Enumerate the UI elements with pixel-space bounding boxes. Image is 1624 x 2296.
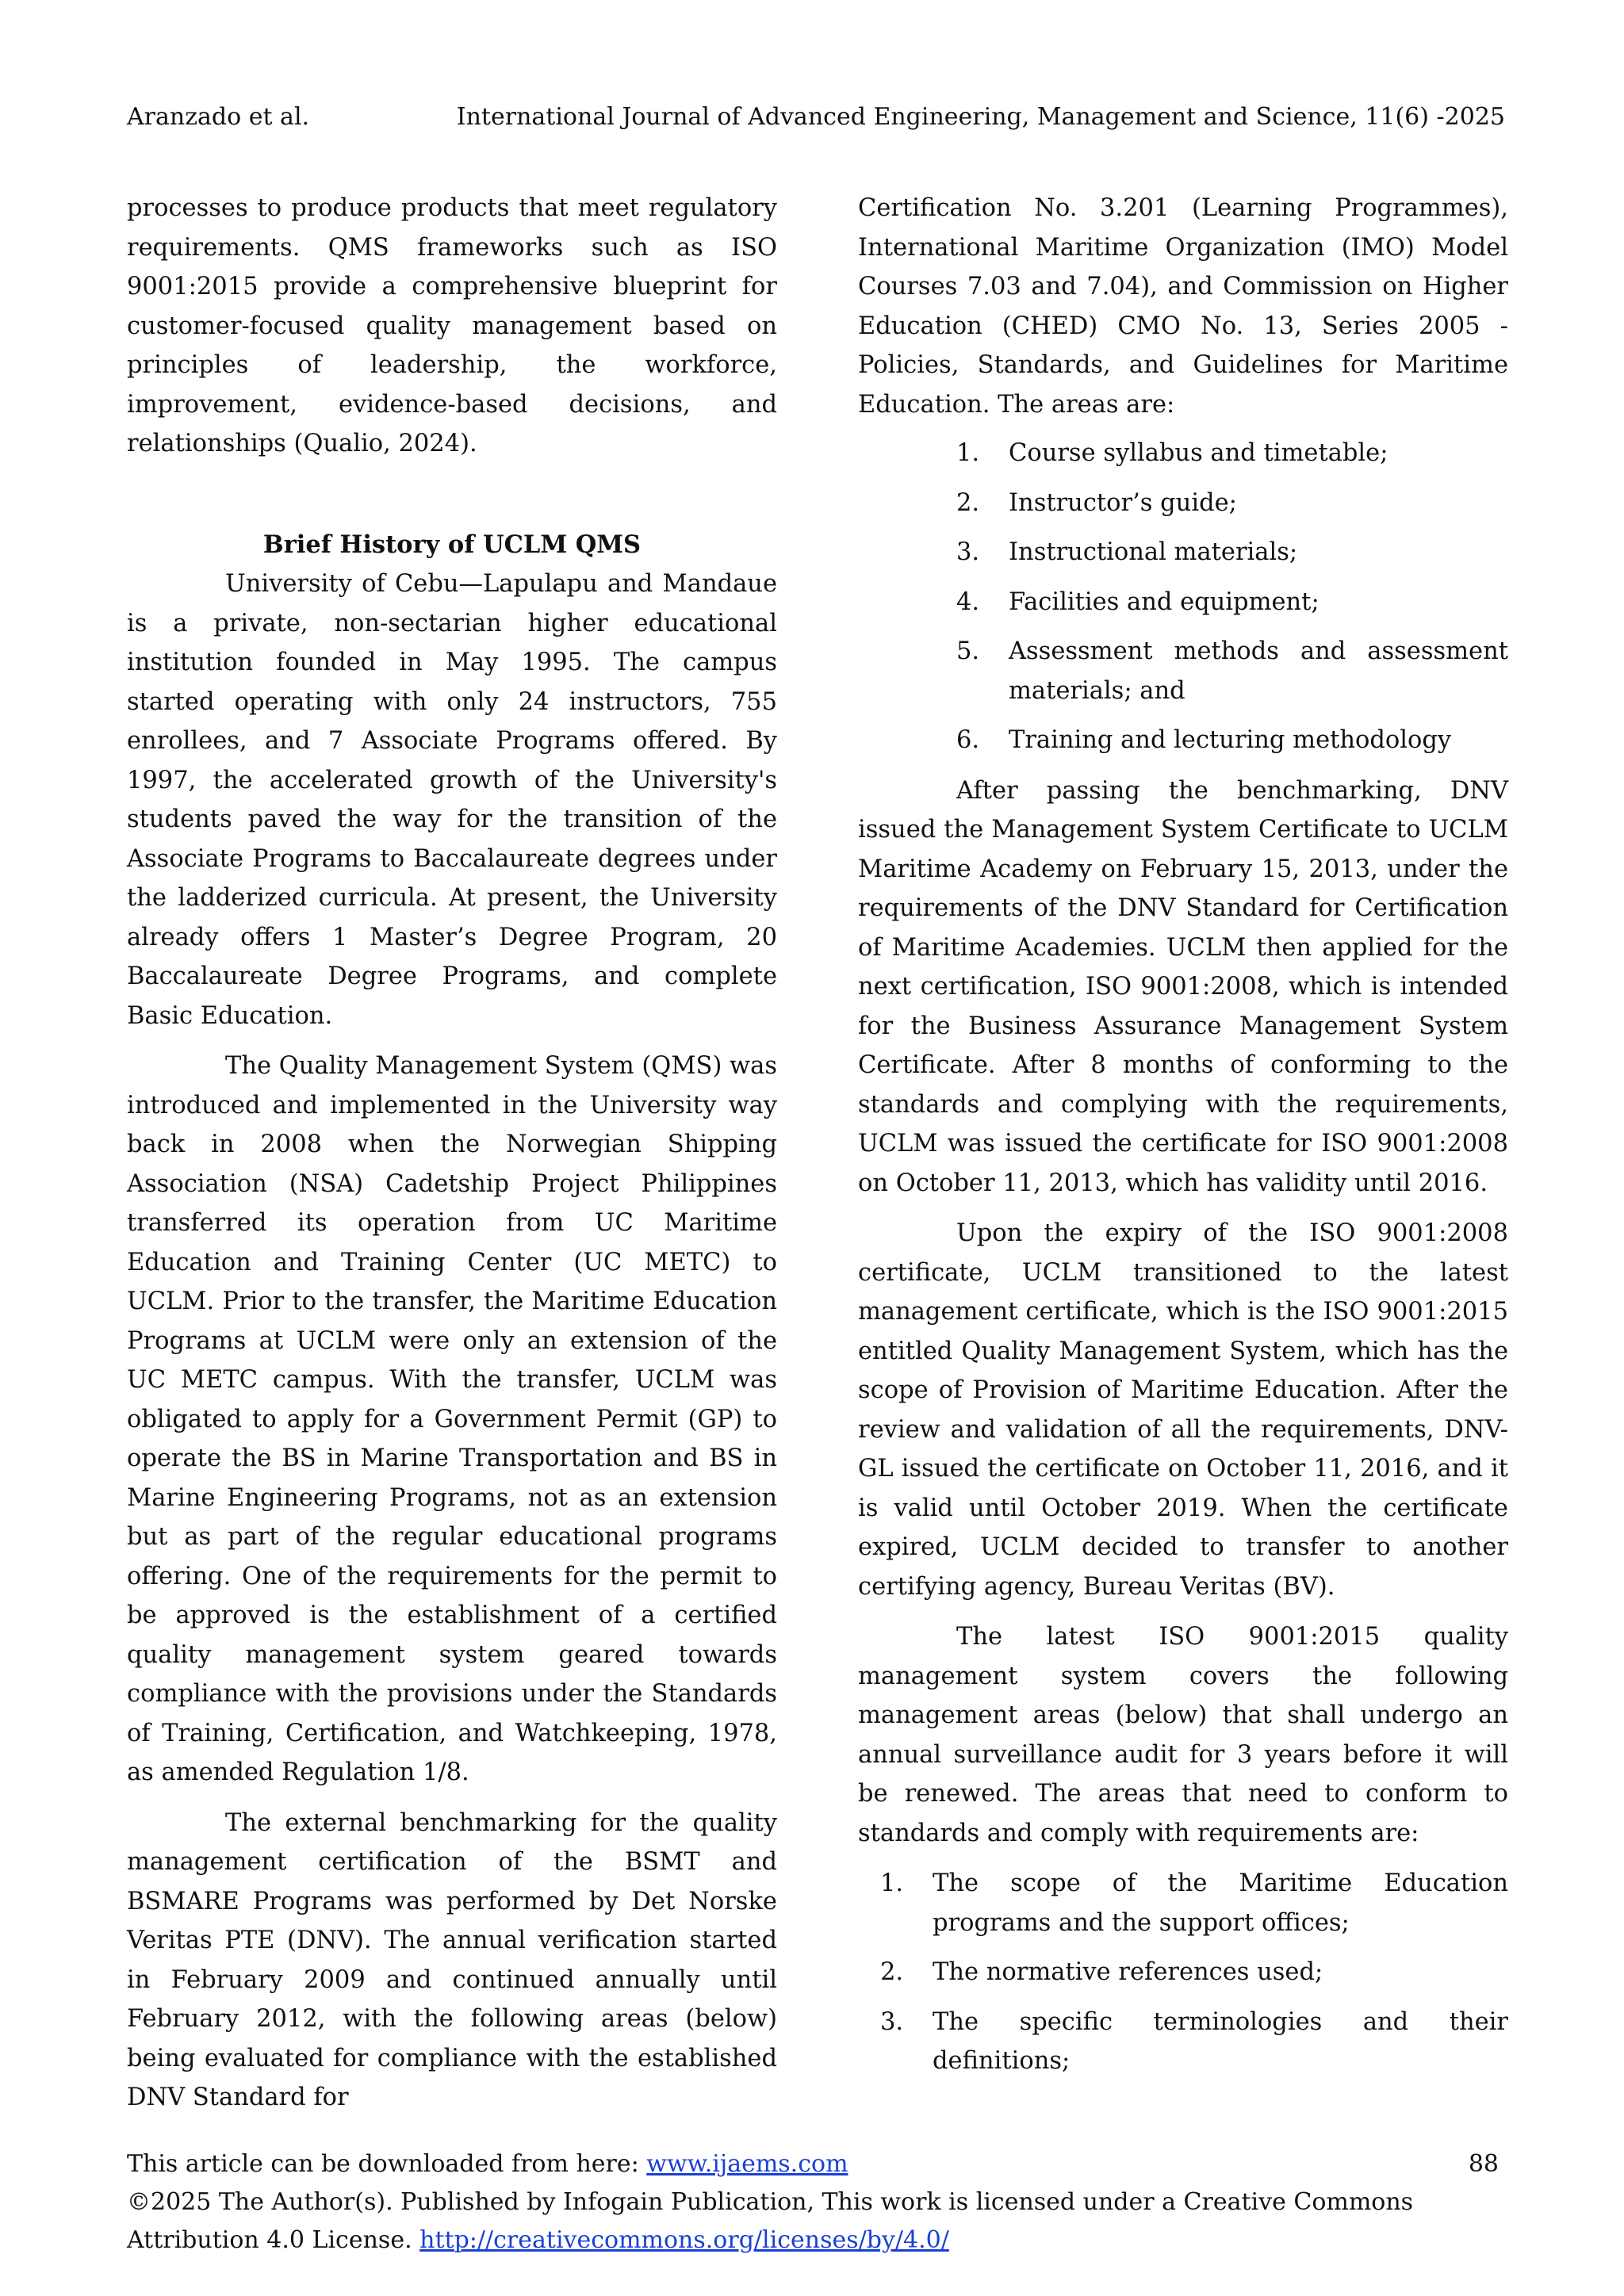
license-link[interactable]: http://creativecommons.org/licenses/by/4.0/ (419, 2226, 949, 2254)
right-paragraph-1: After passing the benchmarking, DNV issued the Management System Certificate to UCLM Maritime Academy on February 15, 2013, under the requirements of the DNV Standard for Certification of Maritime Academies. UCLM then applied for the next certification, ISO 9001:2008, which is intended for the Business Assurance Management System Certificate. After 8 months of conforming to the standards and complying with the requirements, UCLM was issued the certificate for ISO 9001:2008 on October 11, 2013, which has validity until 2016. (858, 776, 1508, 1197)
download-line (127, 2145, 1499, 2183)
left-paragraph-2: The Quality Management System (QMS) was introduced and implemented in the University way back in 2008 when the Norwegian Shipping Association (NSA) Cadetship Project Philippines transferred its operation from UC Maritime Education and Training Center (UC METC) to UCLM. Prior to the transfer, the Maritime Education Programs at UCLM were only an extension of the UC METC campus. With the transfer, UCLM was obligated to apply for a Government Permit (GP) to operate the BS in Marine Transportation and BS in Marine Engineering Programs, not as an extension but as part of the regular educational programs offering. One of the requirements for the permit to be approved is the establishment of a certified quality management system geared towards compliance with the provisions under the Standards of Training, Certification, and Watchkeeping, 1978, as amended Regulation 1/8. (127, 1052, 777, 1786)
license-line (127, 2183, 1499, 2260)
list-item: 3. Instructional materials; (956, 538, 1298, 566)
right-paragraph-3: The latest ISO 9001:2015 quality management system covers the following management areas (below) that shall undergo an annual surveillance audit for 3 years before it will be renewed. The areas that need to conform to standards and comply with requirements are: (858, 1623, 1508, 1847)
dnv-areas-list (858, 434, 1508, 760)
section-heading: Brief History of UCLM QMS (262, 530, 642, 559)
list-item: 1. Course syllabus and timetable; (956, 439, 1388, 467)
list-item: 3. The specific terminologies and their definitions; (880, 2007, 1508, 2075)
list-item: 2. Instructor’s guide; (956, 488, 1237, 517)
right-column (858, 189, 1508, 2091)
list-item: 2. The normative references used; (880, 1958, 1323, 1986)
license-text: ©2025 The Author(s). Published by Infogain Publication, This work is licensed under a Creative Commons Attribution 4.0 License. (127, 2188, 1414, 2254)
journal-link[interactable]: www.ijaems.com (646, 2150, 848, 2178)
right-paragraph-2: Upon the expiry of the ISO 9001:2008 certificate, UCLM transitioned to the latest management certificate, which is the ISO 9001:2015 entitled Quality Management System, which has the scope of Provision of Maritime Education. After the review and validation of all the requirements, DNV-GL issued the certificate on October 11, 2016, and it is valid until October 2019. When the certificate expired, UCLM decided to transfer to another certifying agency, Bureau Veritas (BV). (858, 1219, 1508, 1601)
header-author: Aranzado et al. (127, 103, 310, 131)
page-header (127, 94, 1505, 141)
list-item: 1. The scope of the Maritime Education programs and the support offices; (880, 1869, 1508, 1937)
list-item: 4. Facilities and equipment; (956, 587, 1320, 616)
left-paragraph-1: University of Cebu—Lapulapu and Mandaue is a private, non-sectarian higher educational institution founded in May 1995. The campus started operating with only 24 instructors, 755 enrollees, and 7 Associate Programs offered. By 1997, the accelerated growth of the University's students paved the way for the transition of the Associate Programs to Baccalaureate degrees under the ladderized curricula. At present, the University already offers 1 Master’s Degree Program, 20 Baccalaureate Degree Programs, and complete Basic Education. (127, 570, 777, 1030)
page-footer (127, 2145, 1499, 2260)
left-paragraph-3: The external benchmarking for the quality management certification of the BSMT and BSMARE Programs was performed by Det Norske Veritas PTE (DNV). The annual verification started in February 2009 and continued annually until February 2012, with the following areas (below) being evaluated for compliance with the established DNV Standard for (127, 1808, 777, 2111)
list-item: 5. Assessment methods and assessment materials; and (956, 637, 1508, 705)
right-paragraph-0: Certification No. 3.201 (Learning Programmes), International Maritime Organization (IMO) Model Courses 7.03 and 7.04), and Commission on Higher Education (CHED) CMO No. 13, Series 2005 - Policies, Standards, and Guidelines for Maritime Education. The areas are: (858, 194, 1508, 419)
left-paragraph-0: processes to produce products that meet regulatory requirements. QMS frameworks such as ISO 9001:2015 provide a comprehensive blueprint for customer-focused quality management based on principles of leadership, the workforce, improvement, evidence-based decisions, and relationships (Qualio, 2024). (127, 194, 777, 457)
page-number: 88 (1468, 2150, 1499, 2178)
download-text: This article can be downloaded from here: (127, 2150, 647, 2178)
iso-areas-list (858, 1864, 1508, 2081)
left-column (127, 189, 777, 2118)
list-item: 6. Training and lecturing methodology (956, 726, 1452, 754)
header-journal: International Journal of Advanced Engineering, Management and Science, 11(6) -2025 (456, 103, 1505, 131)
